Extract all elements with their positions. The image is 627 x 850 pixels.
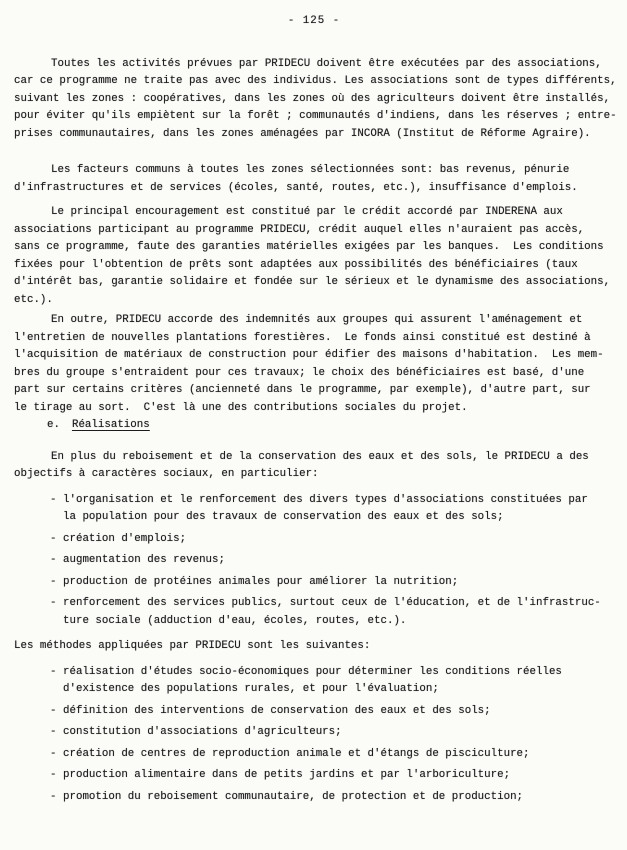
text-line: En plus du reboisement et de la conservation des eaux et des sols, le PRIDECU a des: [51, 450, 589, 463]
text-line: d'intérêt bas, garantie solidaire et fondée sur le sérieux et le dynamisme des associations,: [14, 276, 611, 288]
text-line: pour éviter qu'ils empiètent sur la forêt ; communautés d'indiens, dans les réserves ; entre-: [14, 110, 617, 122]
text-line: création de centres de reproduction animale et d'étangs de pisciculture;: [63, 747, 530, 760]
bullet-dash: -: [50, 704, 57, 717]
paragraph-facteurs-communs: [14, 162, 614, 197]
bullet-dash: -: [50, 597, 57, 609]
paragraph-objectifs: [14, 449, 614, 484]
text-line: objectifs à caractères sociaux, en particulier:: [14, 468, 319, 480]
bullet-dash: -: [50, 493, 57, 506]
list-item: [50, 664, 614, 699]
text-line: sans ce programme, faute des garanties matérielles exigées par les banques. Les conditions: [14, 241, 604, 253]
bullet-dash: -: [50, 532, 57, 545]
list-item-text: [63, 531, 614, 549]
paragraph-methodes: [14, 638, 614, 656]
list-item-text: [63, 789, 614, 807]
text-line: suivant les zones : coopératives, dans les zones où des agriculteurs doivent être installés,: [14, 92, 611, 105]
text-line: constitution d'associations d'agriculteurs;: [63, 726, 342, 738]
bullet-dash: -: [50, 769, 57, 781]
bullet-dash: -: [50, 747, 57, 760]
text-line: production alimentaire dans de petits jardins et par l'arboriculture;: [63, 769, 511, 781]
section-letter: e.: [47, 419, 60, 431]
bullet-dash: -: [50, 575, 57, 588]
list-item-text: [63, 724, 614, 742]
paragraph-indemnites: [14, 312, 614, 417]
text-line: prises communautaires, dans les zones aménagées par INCORA (Institut de Réforme Agraire).: [14, 127, 591, 140]
text-line: d'existence des populations rurales, et pour l'évaluation;: [63, 683, 439, 695]
bullet-dash: -: [50, 790, 57, 803]
text-line: définition des interventions de conservation des eaux et des sols;: [63, 704, 491, 717]
text-line: promotion du reboisement communautaire, de protection et de production;: [63, 790, 524, 803]
text-line: augmentation des revenus;: [63, 554, 225, 566]
text-line: ture sociale (adduction d'eau, écoles, routes, etc.).: [63, 614, 407, 627]
list-item: [50, 746, 614, 764]
text-line: Toutes les activités prévues par PRIDECU doivent être exécutées par des associations,: [51, 57, 602, 70]
text-line: le tirage au sort. C'est là une des contributions sociales du projet.: [14, 401, 468, 414]
text-line: la population pour des travaux de conservation des eaux et des sols;: [63, 511, 504, 523]
text-line: part sur certains critères (ancienneté dans le programme, par exemple), d'autre part, sur: [14, 384, 591, 396]
list-item-text: [63, 746, 614, 764]
list-item: [50, 552, 614, 570]
text-line: l'entretien de nouvelles plantations forestières. Le fonds ainsi constitué est destiné à: [14, 331, 591, 344]
bullet-dash: -: [50, 554, 57, 566]
list-item: [50, 767, 614, 785]
text-line: réalisation d'études socio-économiques pour déterminer les conditions réelles: [63, 665, 562, 678]
paragraph-associations: [14, 56, 617, 144]
text-line: l'organisation et le renforcement des divers types d'associations constituées par: [63, 493, 588, 506]
list-item-text: [63, 664, 614, 699]
text-line: etc.).: [14, 293, 53, 306]
text-line: Les facteurs communs à toutes les zones sélectionnées sont: bas revenus, pénurie: [51, 164, 570, 176]
text-line: production de protéines animales pour améliorer la nutrition;: [63, 575, 459, 588]
objectives-list: [14, 492, 614, 631]
bullet-dash: -: [50, 726, 57, 738]
text-line: d'infrastructures et de services (écoles, santé, routes, etc.), insuffisance d'emplois.: [14, 181, 578, 194]
bullet-dash: -: [50, 665, 57, 678]
list-item: [50, 574, 614, 592]
text-line: bres du groupe s'entraident pour ces travaux; le choix des bénéficiaires est basé, d'une: [14, 366, 585, 379]
list-item-text: [63, 552, 614, 570]
text-line: l'acquisition de matériaux de construction pour édifier des maisons d'habitation. Les mem-: [14, 349, 604, 361]
text-line: associations participant au programme PRIDECU, crédit auquel elles n'auraient pas accès,: [14, 223, 585, 236]
list-item-text: [63, 595, 614, 630]
list-item: [50, 492, 614, 527]
text-line: fixées pour l'obtention de prêts sont adaptées aux possibilités des bénéficiaires (taux: [14, 258, 578, 271]
methods-list: [14, 664, 614, 807]
list-item-text: [63, 574, 614, 592]
list-item: [50, 789, 614, 807]
list-item-text: [63, 492, 614, 527]
list-item-text: [63, 703, 614, 721]
list-item: [50, 531, 614, 549]
list-item: [50, 703, 614, 721]
text-line: En outre, PRIDECU accorde des indemnités aux groupes qui assurent l'aménagement et: [51, 314, 583, 326]
text-line: création d'emplois;: [63, 532, 187, 545]
text-line: car ce programme ne traite pas avec des individus. Les associations sont de types différents,: [14, 75, 617, 87]
text-line: Les méthodes appliquées par PRIDECU sont les suivantes:: [14, 640, 371, 652]
list-item: [50, 595, 614, 630]
page-number: - 125 -: [287, 15, 341, 27]
text-line: renforcement des services publics, surtout ceux de l'éducation, et de l'infrastruc-: [63, 597, 601, 609]
list-item: [50, 724, 614, 742]
section-heading-realisations: [47, 417, 614, 435]
text-line: Le principal encouragement est constitué par le crédit accordé par INDERENA aux: [51, 206, 563, 218]
section-title: Réalisations: [71, 419, 150, 431]
list-item-text: [63, 767, 614, 785]
paragraph-credit: [14, 204, 614, 309]
